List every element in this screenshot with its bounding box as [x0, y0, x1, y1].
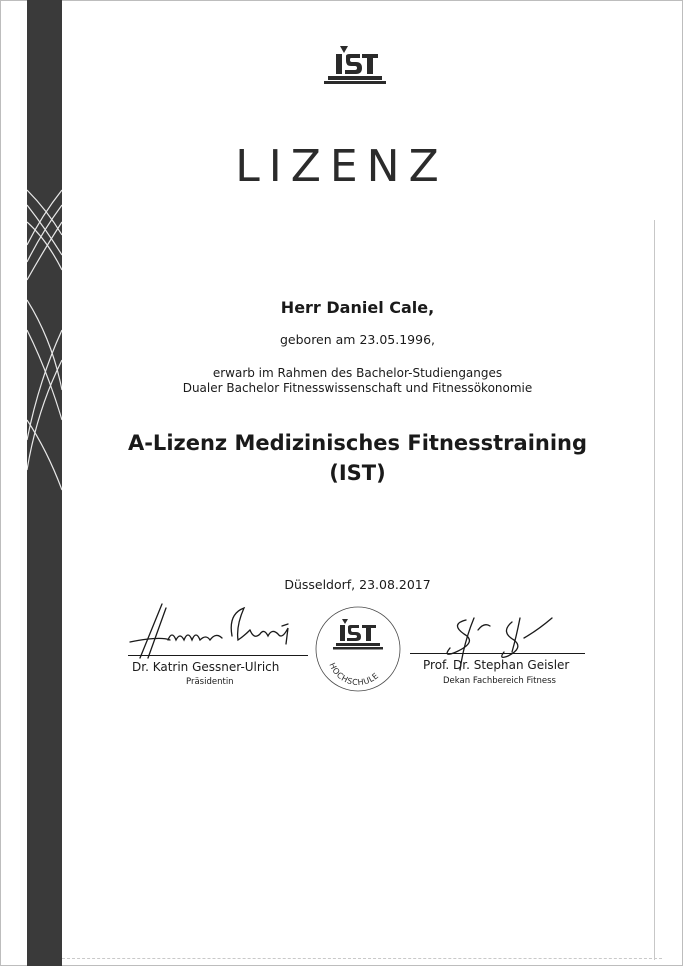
earned-statement	[0, 366, 683, 396]
earned-line-2: Dualer Bachelor Fitnesswissenschaft und Fitnessökonomie	[182, 381, 533, 395]
license-name-line-1: A-Lizenz Medizinisches Fitnesstraining	[127, 431, 588, 455]
left-signatory-name: Dr. Katrin Gessner-Ulrich	[132, 660, 280, 674]
right-signature-line	[410, 653, 585, 654]
left-signature-line	[128, 655, 308, 656]
earned-line-1: erwarb im Rahmen des Bachelor-Studienganges	[212, 366, 503, 380]
recipient-name: Herr Daniel Cale,	[280, 298, 435, 317]
license-name-line-2: (IST)	[329, 461, 386, 485]
birth-date-line: geboren am 23.05.1996,	[279, 332, 435, 347]
seal-arc-text: HOCHSCHULE	[327, 661, 381, 688]
left-signatory-role: Präsidentin	[186, 677, 234, 687]
university-seal	[314, 605, 402, 693]
place-and-date: Düsseldorf, 23.08.2017	[284, 577, 431, 592]
right-signatory-role: Dekan Fachbereich Fitness	[443, 676, 556, 686]
certificate-title: LIZENZ	[235, 141, 448, 192]
svg-text:HOCHSCHULE	[327, 661, 380, 687]
ist-logo	[322, 44, 388, 86]
license-name	[0, 428, 683, 488]
bottom-edge-line	[62, 958, 662, 960]
right-signatory-name: Prof. Dr. Stephan Geisler	[423, 658, 570, 672]
